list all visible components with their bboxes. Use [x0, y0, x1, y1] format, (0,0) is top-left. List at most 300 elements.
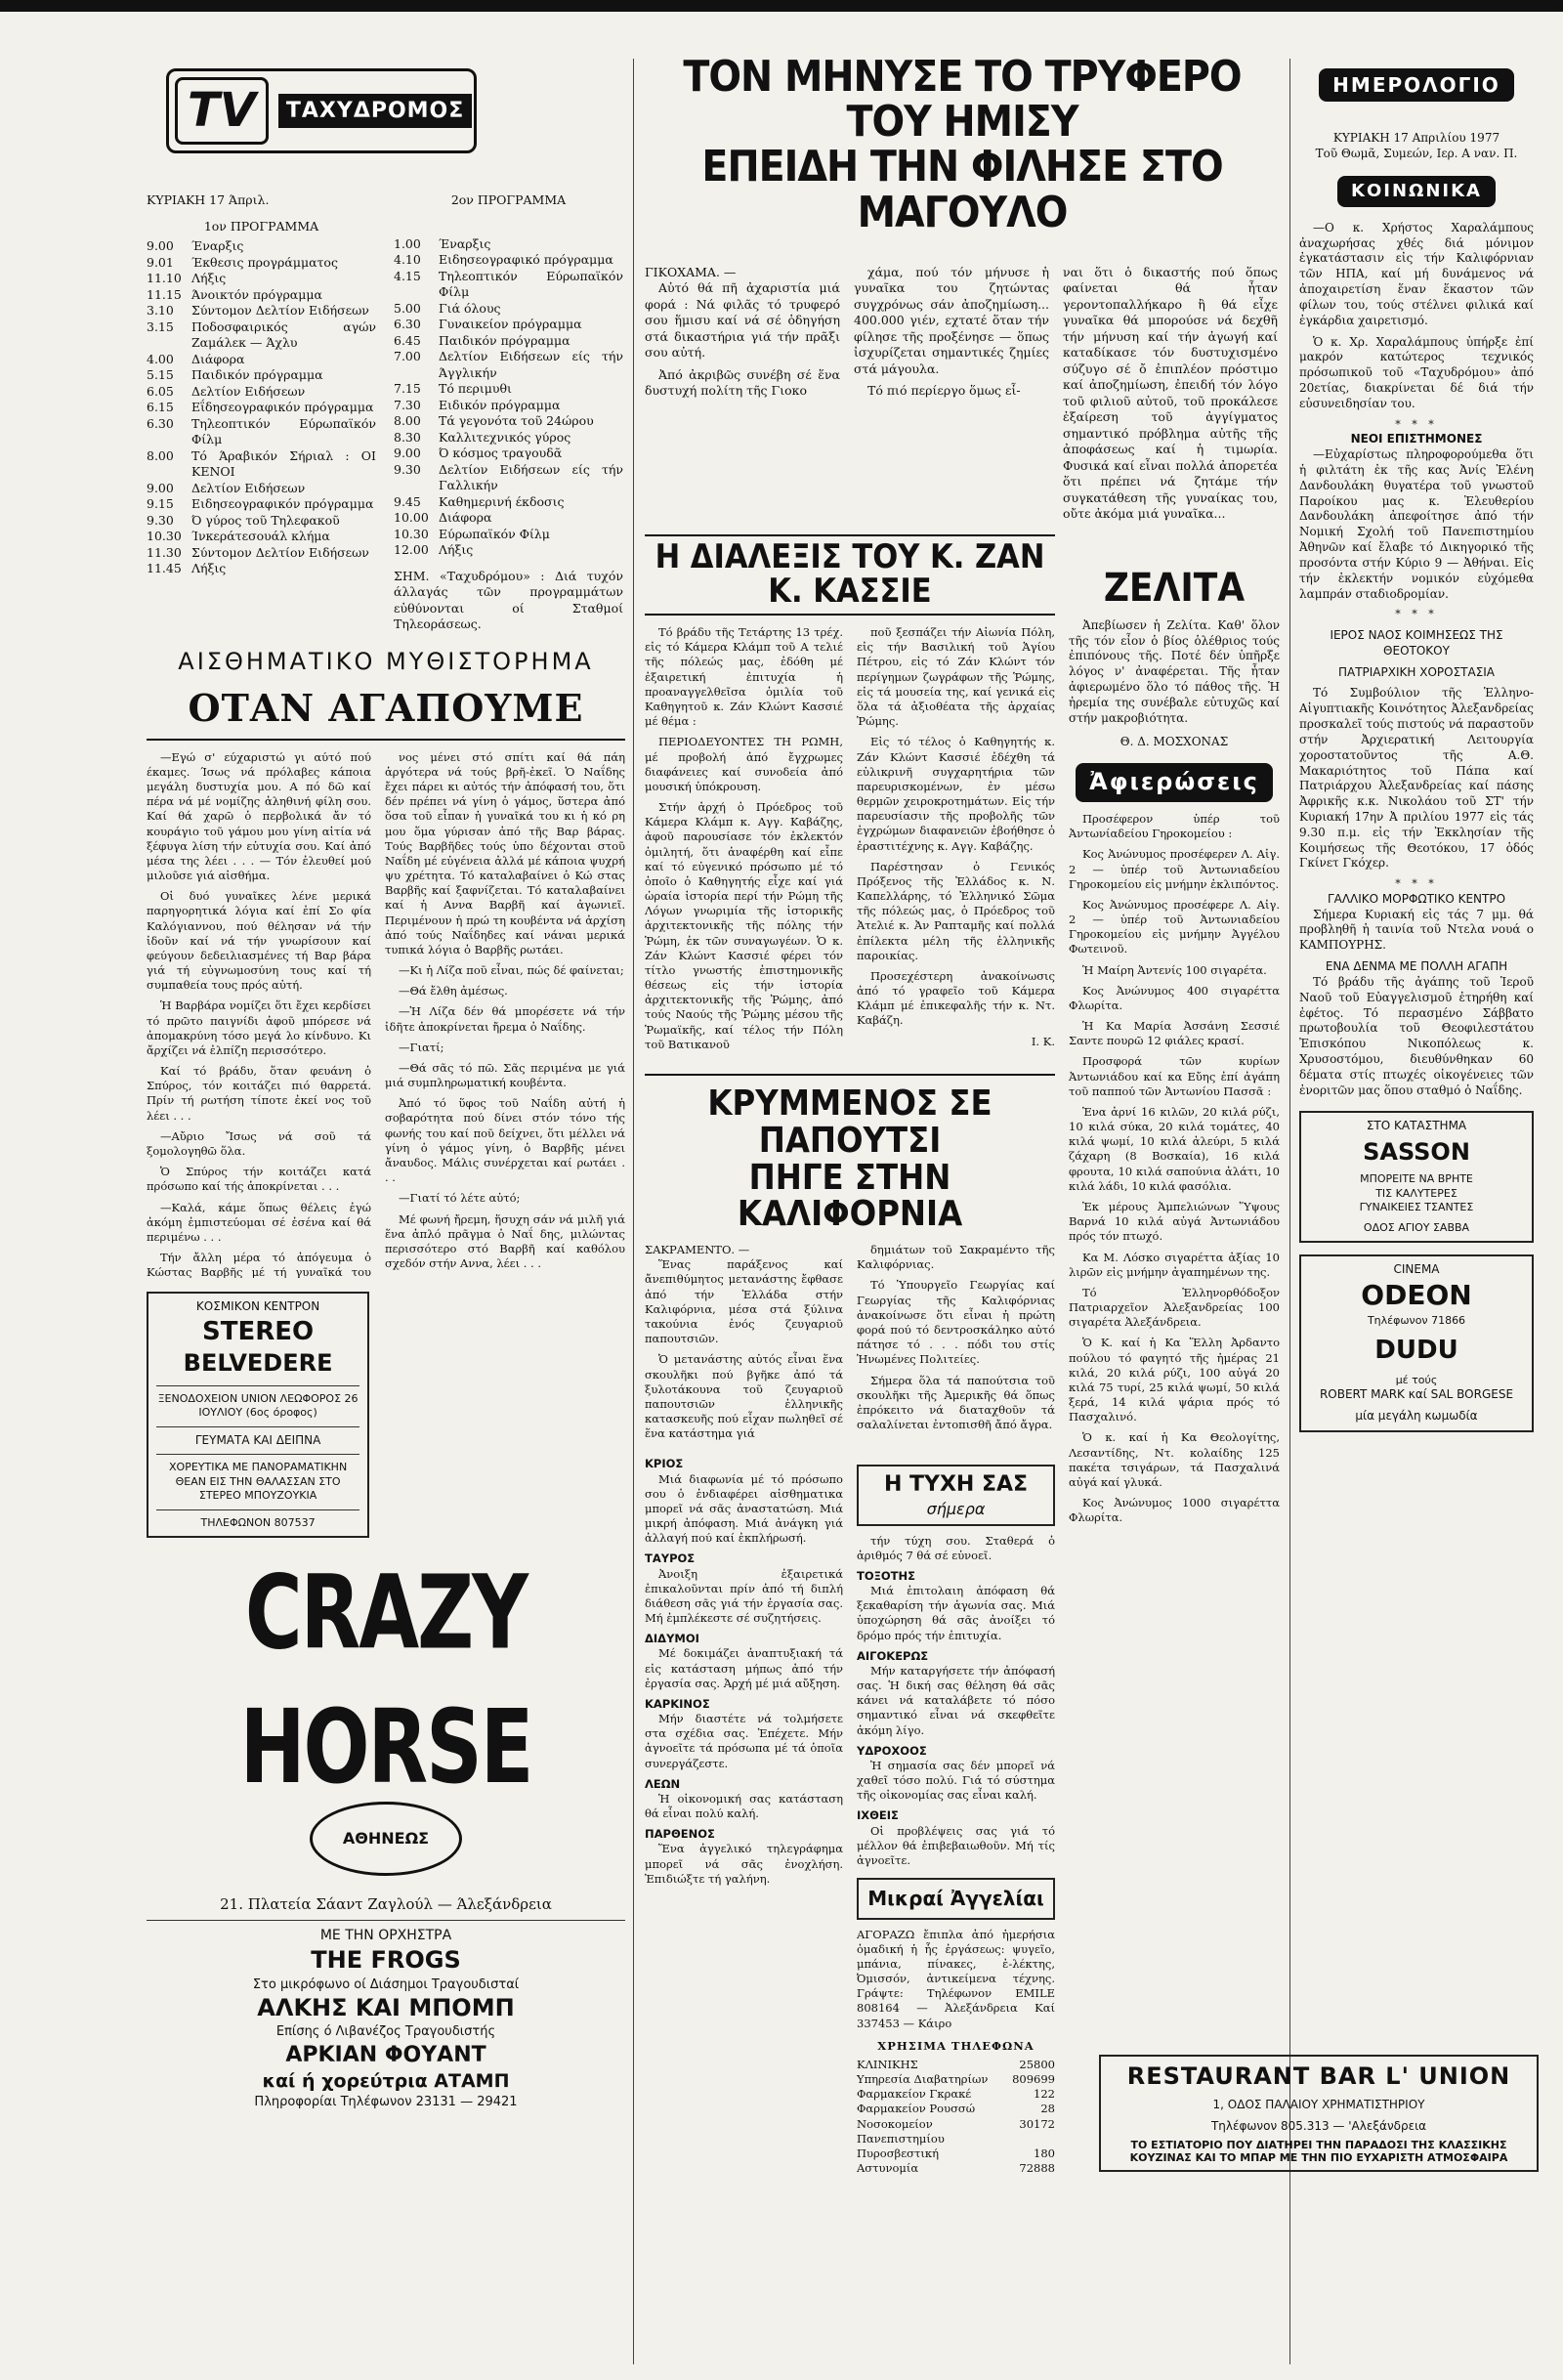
center-main-stack: [645, 529, 1055, 2177]
program-show: Παιδικόν πρόγραμμα: [191, 367, 323, 383]
paragraph: —Ἡ Λίζα δέν θά μπορέσετε νά τήν ἰδῆτε ἀποκρίνεται ἤρεμα ὁ Ναΐδης.: [385, 1004, 625, 1034]
zodiac-sign-text: Μήν διαστέτε νά τολμήσετε στα σχέδια σας. Ἐπέχετε. Μήν ἀγνοεῖτε τά πρόσωπα μέ τά ὁποῖα συνεργάζεστε.: [645, 1712, 843, 1770]
program-time: 8.00: [394, 413, 421, 429]
program-time: 9.30: [394, 461, 421, 477]
zodiac-sign-name: ΚΑΡΚΙΝΟΣ: [645, 1696, 710, 1711]
horoscope-col-2: [857, 1457, 1055, 2176]
kassie-col-2: [857, 625, 1055, 1028]
divider: [156, 1454, 359, 1455]
program-time: 5.15: [147, 367, 174, 383]
crazy-horse-ad: [147, 1553, 625, 2109]
paragraph: —Θά ἔλθη ἀμέσως.: [399, 984, 508, 999]
program-time: 10.30: [394, 526, 429, 541]
program-show: Δελτίον Ειδήσεων είς τήν Άγγλικήν: [439, 349, 623, 380]
divider: [156, 1509, 359, 1510]
program-time: 6.05: [147, 383, 174, 399]
phone-name: Φαρμακείον Ρουσσώ: [857, 2102, 976, 2116]
program-row: [147, 416, 376, 448]
paragraph: Οἱ δυό γυναῖκες λένε μερικά παρηγορητικά λόγια καί ἐπί Σο φία Καλόγιαννου, πού θέλησαν νά τήν ἰδοῦν καί νά τήν γνωρίσουν καί φεύγουν δεδειλιασμένες τή Βαρ βάρα γιά τή εὐγνωμοσύνη τους καί τή συμπαθεία τους πρός αὐτή.: [147, 889, 371, 993]
phone-row: [857, 2117, 1055, 2146]
phone-name: Αστυνομία: [857, 2161, 919, 2176]
paragraph: Ἀπό τό ὕφος τοῦ Ναΐδη αὐτή ἡ σοβαρότητα πού δίνει στόν τόνο τής φωνής του καί ποῦ δείχνει, ὅτι μέλλει νά γίνη ὁ γάμος γίνη, ὁ Βαρβῆς μένει ἄναυδος. Μάλις συνέρχεται καί ρωτάει . . .: [385, 1096, 625, 1185]
program-row: [147, 400, 376, 416]
program-show: Ό κόσμος τραγουδᾶ: [439, 446, 563, 461]
program-show: Γιά όλους: [439, 300, 501, 316]
zodiac-sign-name: ΥΔΡΟΧΟΟΣ: [857, 1743, 927, 1758]
dream-text: Τό βράδυ τῆς ἀγάπης τοῦ Ἱεροῦ Ναοῦ τοῦ Εὐαγγελισμοῦ ἐτηρήθη καί ἐφέτος. Τό περασμένο Σάββατο πρωτοβουλία τοῦ Θεοφιλεστάτου Ἐπισκόπου Νικοπόλεως κ. Χρυσοστόμου, διευθύνθηκαν 60 δέματα στίς πτωχές οἰκογένειες τῶν ἐνοριτῶν μας ὅπου σταθμό ὁ Ναΐδης.: [1299, 974, 1534, 1097]
main-headline-line-1: ΤΟΝ ΜΗΝΥΣΕ ΤΟ ΤΡΥΦΕΡΟ ΤΟΥ ΗΜΙΣΥ: [683, 52, 1242, 148]
slipper-dateline: ΣΑΚΡΑΜΕΝΤΟ. —: [645, 1243, 750, 1257]
slap-story: [645, 265, 1280, 529]
main-headline-line-2: ΕΠΕΙΔΗ ΤΗΝ ΦΙΛΗΣΕ ΣΤΟ ΜΑΓΟΥΛΟ: [701, 142, 1223, 237]
odeon-ad: [1299, 1254, 1534, 1432]
program-show: Ειδησεογραφικό πρόγραμμα: [439, 252, 613, 268]
program-time: 7.30: [394, 397, 421, 412]
program-time: 1.00: [394, 235, 421, 251]
story-col-2: [385, 750, 625, 1278]
classifieds-title: Μικραί Ἀγγελίαι: [867, 1887, 1044, 1911]
dedication-item: Ἐκ μέρους Ἀμπελιώνων Ὕψους Βαρνά 10 κιλά αὐγά Ἀντωνιάδου πρός τόν πτωχό.: [1069, 1200, 1280, 1244]
paragraph: —Αὔριο Ἴσως νά σοῦ τά ξομολογηθῶ ὅλα.: [147, 1128, 371, 1158]
phone-name: ΚΛΙΝΙΚΗΣ: [857, 2057, 918, 2071]
story-col-1: [147, 750, 371, 1278]
phone-row: [857, 2072, 1055, 2087]
program-row: [394, 301, 623, 318]
sasson-line-2: ΤΙΣ ΚΑΛΥΤΕΡΕΣ: [1375, 1186, 1457, 1200]
useful-phones: [857, 2058, 1055, 2176]
program-show: Λήξις: [191, 561, 227, 576]
paragraph: —Κι ἡ Λίζα ποῦ εἶναι, πώς δέ φαίνεται;: [399, 963, 624, 978]
dedication-item: Κος Ἀνώνυμος 400 σιγαρέττα Φλωρίτα.: [1069, 983, 1280, 1012]
program-time: 4.00: [147, 351, 174, 366]
odeon-phone: Τηλέφωνον 71866: [1367, 1313, 1466, 1327]
program-show: Παιδικόν πρόγραμμα: [439, 332, 570, 348]
restaurant-phone: Τηλέφωνον 805.313 — 'Αλεξάνδρεια: [1210, 2119, 1427, 2133]
horoscope-title-box: [857, 1465, 1055, 1525]
program-show: Έναρξις: [191, 238, 244, 254]
paragraph: —Γιατί τό λέτε αὐτό;: [399, 1191, 521, 1206]
program-row: [394, 542, 623, 559]
zodiac-sign-text: Ἡ οἰκονομική σας κατάσταση θά εἶναι πολύ καλή.: [645, 1791, 843, 1821]
program-show: Καλλιτεχνικός γύρος: [439, 429, 571, 445]
sasson-line-3: ΓΥΝΑΙΚΕΙΕΣ ΤΣΑΝΤΕΣ: [1359, 1201, 1474, 1214]
dedication-item: Τό Ἑλληνορθόδοξον Πατριαρχεῖον Ἀλεξανδρείας 100 σιγαρέτα Ἀλεξάνδρεια.: [1069, 1285, 1280, 1330]
kassie-col-1: [645, 625, 843, 1058]
program-row: [147, 545, 376, 562]
zodiac-sign-text: Μέ δοκιμάζει ἀναπτυξιακή τά εἰς κατάσταση μήπως ἀπό τήν ἐργασία σας. Ἀρχή μέ μιά αὔξηση.: [645, 1646, 843, 1690]
program-show: Τό περιμυθι: [439, 381, 512, 397]
zodiac-sign-text: Μήν καταργήσετε τήν ἀπόφασή σας. Ἡ δική σας θέληση θά σᾶς κάνει νά καταλάβετε τό πόσο σημαντικό εἶναι νά σκεφθεῖτε ἀκόμη λίγο.: [857, 1663, 1055, 1737]
dream-title: ΕΝΑ ΔΕΝΜΑ ΜΕ ΠΟΛΛΗ ΑΓΑΠΗ: [1325, 959, 1508, 974]
program-row: [147, 367, 376, 384]
divider-stars: * * *: [1395, 877, 1438, 891]
center-column: [645, 39, 1280, 2176]
program-row: [147, 271, 376, 287]
zodiac-sign-text: Ἡ σημασία σας δέν μπορεῖ νά χαθεῖ τόσο πολύ. Γιά τό σύστημα τῆς οἰκονομίας σας εἶναι καλή.: [857, 1758, 1055, 1803]
nees-title: ΝΕΟΙ ΕΠΙΣΤΗΜΟΝΕΣ: [1350, 432, 1483, 446]
program-time: 9.30: [147, 512, 174, 528]
slipper-headline-2: ΠΗΓΕ ΣΤΗΝ ΚΑΛΙΦΟΡΝΙΑ: [737, 1157, 963, 1235]
paragraph: —Θά σᾶς τό πῶ. Σᾶς περιμένα με γιά μιά συμπληρωματική κουβέντα.: [385, 1060, 625, 1090]
phones-title: ΧΡΗΣΙΜΑ ΤΗΛΕΦΩΝΑ: [877, 2038, 1035, 2053]
restaurant-name: RESTAURANT BAR L' UNION: [1126, 2062, 1511, 2090]
paragraph: Ἕνας παράξενος καί ἄνεπιθύμητος μετανάστης ἔφθασε ἀπό τήν Ἑλλάδα στήν Καλιφόρνια, μέσα στά ξύλινα τακούνια ἑνός ζευγαριοῦ παπουτσιῶν.: [645, 1257, 843, 1346]
crazy-band: THE FROGS: [311, 1945, 461, 1974]
tv-logo-mark: TV: [175, 77, 269, 145]
paragraph: Αὐτό θά πῆ ἀχαριστία μιά φορά : Νά φιλᾶς τό τρυφερό σου ἥμισυ καί νά σέ ὁδηγήση στά δικαστήρια γιά τήν πρᾶξι σου αὐτή.: [645, 280, 840, 361]
paragraph: —Εγώ σ' εύχαριστώ γι αύτό πού έκαμες. Ίσως νά πρόλαβες κάποια μεγάλη δυστυχία μου. Α πό δῶ καί πέρα νά μέ νομίζης ἀληθινή φίλη σου. Καί θά χαρῶ ὁ περβολικά ἄν τό κουράγιο τοῦ γάμου μου γίνη αἰτία νά ξέφυγα λίση τήν εὐτυχία σου. Καί ἀπό μέσα της λέει . . . — Τόν ἐλευθεί μού μιλοῦσε γιά αἰσθήμα.: [147, 749, 371, 883]
paragraph: —Γιατί;: [399, 1040, 444, 1054]
paragraph: δημιάτων τοῦ Σακραμέντο τῆς Καλιφόρνιας.: [857, 1243, 1055, 1272]
program-row: [394, 381, 623, 398]
church-title: ΙΕΡΟΣ ΝΑΟΣ ΚΟΙΜΗΣΕΩΣ ΤΗΣ ΘΕΟΤΟΚΟΥ: [1330, 627, 1503, 658]
column-rule: [633, 59, 634, 2364]
kassie-body: [645, 625, 1055, 1058]
center-right-stack: [1069, 529, 1280, 2177]
stereo-name-1: STEREO: [202, 1316, 315, 1346]
zodiac-sign-text: Μιά διαφωνία μέ τό πρόσωπο σου ὁ ἐνδιαφέρει αἰσθηματικα μπορεῖ νά σᾶς ἀναστατώση. Μιά μικρή ἀπόφαση. Μιά ἀνάγκη γιά ἀλλαγή πού καί ἐκπλήρωσή.: [645, 1471, 843, 1546]
divider: [156, 1385, 359, 1386]
program-show: Ό γύρος τοῦ Τηλεφακοῦ: [191, 512, 340, 528]
crazy-orchestra: ΜΕ ΤΗΝ ΟΡΧΗΣΤΡΑ: [319, 1928, 452, 1944]
program-show: Τό Άραβικόν Σήριαλ : ΟΙ ΚΕΝΟΙ: [191, 447, 376, 480]
paragraph: νος μένει στό σπίτι καί θά πάη ἀργότερα νά τούς βρῆ-ἐκεῖ. Ὁ Ναΐδης ἔχει πάρει κι αὐτός τήν ἀπόφασή του, ὅτι δέν πρέπει νά γίνη ὁ γάμος, ὕστερα ἀπό ὅσα τοῦ εἶπαν ἡ γυναῖκά του κι ἡ κό ρη μου ὅμα γύρισαν ἀπό τῆς Βαρ βάρας. Τούς Βαρβῆδες τούς ὑπο δέχονται στοῦ Ναΐδη μέ εὐγένεια ἀλλά μέ κάποια ψυχρή ψυ χρέτητα. Τό καταλαβαίνει ὁ Κώ στας Βαρβῆς καί ξαφνίζεται. Τό καταλαβαίνει καί ἡ Αννα Βαρβῆ καί ἀγωνιεῖ. Περιμένουν ἡ πρώ τη κουβέντα νά ἀρχίση ἀπό τούς Ναΐδηδες καί νάναι μερικά τυπικά λόγια ὁ Βαρβῆς ρωτάει.: [385, 749, 625, 956]
dedication-item: Ἡ Κα Μαρία Ἀσσάνη Σεσσιέ Σαντε πουρῶ 12 φιάλες κρασί.: [1069, 1019, 1280, 1048]
restaurant-address: 1, ΟΔΟΣ ΠΑΛΑΙΟΥ ΧΡΗΜΑΤΙΣΤΗΡΙΟΥ: [1212, 2098, 1425, 2111]
paragraph: Τό βράδυ τῆς Τετάρτης 13 τρέχ. εἰς τό Κάμερα Κλάμπ τοῦ Α τελιέ τῆς πόλεώς μας, ἐδόθη μέ ἐξαιρετική ἐπιτυχία ἡ προαναγγελθεῖσα ὁμιλία τοῦ Καθηγητοῦ κ. Ζάν Κλώντ Κασσιέ μέ θέμα :: [645, 625, 843, 729]
program-row: [394, 252, 623, 269]
phone-row: [857, 2058, 1055, 2072]
social-news-2: Ὁ κ. Χρ. Χαραλάμπους ὑπήρξε ἐπί μακρόν κατώτερος τεχνικός πρόσωπικοῦ τοῦ «Ταχυδρόμου» ἀπό 20ετίας, διακρίνεται δέ διά τήν εὐσυνειδησίαν του.: [1299, 334, 1534, 410]
zelita-signature: Θ. Δ. ΜΟΣΧΟΝΑΣ: [1119, 734, 1229, 748]
zelita-title: ΖΕΛΙΤΑ: [1103, 565, 1246, 611]
program-time: 10.30: [147, 529, 182, 544]
right-column: [1299, 39, 1534, 1440]
slipper-headline-1: ΚΡΥΜΜΕΝΟΣ ΣΕ ΠΑΠΟΥΤΣΙ: [645, 1074, 1055, 1160]
program-time: 7.00: [394, 349, 421, 364]
dedication-item: Προσέφερον ὑπέρ τοῦ Ἀντωνίαδείου Γηροκομείου :: [1069, 812, 1280, 841]
program-row: [147, 448, 376, 481]
french-text: Σήμερα Κυριακή εἰς τάς 7 μμ. θά προβληθῆ ἡ ταινία τοῦ Ντελα νουά ο ΚΑΜΠΟΥΡΗΣ.: [1299, 907, 1534, 953]
program-show: Ποδοσφαιρικός αγών Ζαμάλεκ — Άχλυ: [191, 319, 376, 351]
story-title: ΟΤΑΝ ΑΓΑΠΟΥΜΕ: [147, 684, 625, 741]
tv-section-title: ΤΑΧΥΔΡΟΜΟΣ: [278, 94, 472, 128]
paragraph: Καί τό βράδυ, ὅταν φευάνη ὁ Σπύρος, τόν κοιτάζει πιό θαρρετά. Πρίν τή ρωτήση τίποτε ἐκεί νος τοῦ λέει . . .: [147, 1064, 371, 1123]
paragraph: Παρέστησαν ὁ Γενικός Πρόξενος τῆς Ἑλλάδος κ. Ν. Καπελλάρης, τό Ἑλληνικό Σῶμα τῆς πόλεώς μας, ὁ Πρόεδρος τοῦ Ἀτελιέ κ. Ἀν Ραπταμῆς καί πολλά ἐπίλεκτα μέλη τῆς ἑλληνικῆς παροικίας.: [857, 859, 1055, 962]
center-lower: [645, 529, 1280, 2177]
program-time: 11.15: [147, 286, 182, 302]
social-news-1: —Ο κ. Χρήστος Χαραλάμπους ἀναχωρήσας χθές διά μόνιμον ἐγκατάστασιν εἰς τήν Καλιφόρνιαν τῶν ΗΠΑ, καί μή δυνάμενος νά ἀποχαιρετίση ἕναν ἕκαστον τῶν φίλων του, τούς στέλνει φιλικά καί ἐγκάρδια χαιρετισμό.: [1299, 220, 1534, 327]
phone-name: Υπηρεσία Διαβατηρίων: [857, 2072, 989, 2087]
crazy-singers: ΑΛΚΗΣ ΚΑΙ ΜΠΟΜΠ: [257, 1993, 515, 2021]
paragraph: Ὁ Σπύρος τήν κοιτάζει κατά πρόσωπο καί τής ἀποκρίνεται . . .: [147, 1165, 371, 1194]
program-show: Σύντομον Δελτίον Ειδήσεων: [191, 544, 369, 560]
program-time: 3.15: [147, 319, 174, 334]
classifieds-box: [857, 1878, 1055, 1919]
paragraph: Τήν ἄλλη μέρα τό ἀπόγευμα ὁ Κώστας Βαρβῆς μέ τή γυναῖκά του: [147, 1251, 371, 1278]
phone-row: [857, 2146, 1055, 2161]
date-left: ΚΥΡΙΑΚΗ 17 Άπριλ.: [147, 192, 270, 208]
paragraph: χάμα, πού τόν μήνυσε ἡ γυναῖκα του ζητώντας συγχρόνως σάν ἀποζημίωση... 400.000 γιέν, εχτατέ ὅταν τήν φίλησε τῆς προξένησε — ὅπως ἰσχυρίζεται σημαντικές ζημίες στά μάγουλα.: [854, 264, 1049, 376]
story-continued: [383, 1284, 625, 1547]
stereo-dance: ΧΟΡΕΥΤΙΚΑ ΜΕ ΠΑΝΟΡΑΜΑΤΙΚΗΝ ΘΕΑΝ ΕΙΣ ΤΗΝ ΘΑΛΑΣΣΑΝ ΣΤΟ ΣΤΕΡΕΟ ΜΠΟΥΖΟΥΚΙΑ: [169, 1461, 348, 1503]
zodiac-sign-text: Οἱ προβλέψεις σας γιά τό μέλλον θά ἐπιβεβαιωθοῦν. Μή τίς ἀγνοεῖτε.: [857, 1823, 1055, 1867]
zodiac-sign-name: ΔΙΔΥΜΟΙ: [645, 1632, 699, 1646]
phone-row: [857, 2087, 1055, 2102]
program-row: [394, 333, 623, 350]
phone-number: 28: [1040, 2102, 1055, 2116]
phone-number: 180: [1034, 2146, 1055, 2160]
program-show: Δελτίον Ειδήσεων είς τήν Γαλλικήν: [439, 461, 623, 493]
dedication-item: Κος Ἀνώνυμος 1000 σιγαρέττα Φλωρίτα.: [1069, 1496, 1280, 1525]
phone-number: 30172: [1019, 2116, 1055, 2131]
slipper-col-1: [645, 1243, 843, 1447]
horoscope-col-2-body: [857, 1534, 1055, 1869]
program-show: Γυναικείον πρόγραμμα: [439, 317, 582, 332]
program-show: Έναρξις: [439, 235, 491, 251]
program-row: [147, 255, 376, 272]
sasson-ad: [1299, 1111, 1534, 1244]
odeon-actors: ROBERT MARK καί SAL BORGESE: [1319, 1387, 1514, 1402]
program-show: Εΐδησεογραφικόν πρόγραμμα: [191, 400, 374, 415]
program-row: [394, 527, 623, 543]
paragraph: Μέ φωνή ἤρεμη, ἥσυχη σάν νά μιλῆ γιά ἕνα ἁπλό πρᾶγμα ὁ Ναΐ δης, μιλώντας περισσότερο στό Βαρβῆ καί καθόλου σχεδόν στήν Αννα, λέει . . .: [385, 1211, 625, 1271]
horoscope-col-1: [645, 1457, 843, 2176]
paragraph: Τό Ὑπουργεῖο Γεωργίας καί Γεωργίας τῆς Καλιφόρνιας ἀνακοίνωσε ὅτι εἶναι ἡ πρώτη φορά πού τό δεντροσκάληκο αὐτό πάτησε τό . . . πόδι του στίς Ἡνωμένες Πολιτείες.: [857, 1278, 1055, 1367]
paragraph: Τό πιό περίεργο ὅμως εἶ-: [867, 383, 1021, 399]
dedication-item: Ἐνα ἀρνί 16 κιλῶν, 20 κιλά ρύζι, 10 κιλά σύκα, 20 κιλά τομάτες, 40 κιλά ψωμί, 10 κιλά ἀλεύρι, 5 κιλά ζάχαρη (8 Βοσκαία), 16 κιλά φρουτα, 10 κιλά σαπούνια ἀλάτι, 10 κιλά λάδι, 10 κιλά φασόλια.: [1069, 1104, 1280, 1193]
program-row: [147, 384, 376, 401]
phone-name: Νοσοκομείον Πανεπιστημίου: [857, 2116, 945, 2146]
program-1-title: 1ον ΠΡΟΓΡΑΜΜΑ: [203, 218, 319, 234]
program-time: 4.15: [394, 268, 421, 283]
program-row: [394, 510, 623, 527]
program-time: 6.30: [147, 415, 174, 431]
program-2-title: 2ον ΠΡΟΓΡΑΜΜΑ: [450, 192, 567, 208]
program-show: Σύντομον Δελτίον Ειδήσεων: [191, 303, 369, 319]
crazy-dancer: καί ή χορεύτρια ΑΤΑΜΠ: [262, 2069, 510, 2092]
divider-stars: * * *: [1395, 608, 1438, 621]
program-show: Ίνκεράτεσουάλ κλήμα: [191, 529, 330, 544]
odeon-cinema: CINEMA: [1393, 1262, 1440, 1277]
program-show: Τηλεοπτικόν Εύρωπαϊκόν Φίλμ: [439, 268, 623, 300]
program-row: [147, 287, 376, 304]
program-row: [147, 561, 376, 577]
restaurant-tagline: ΤΟ ΕΣΤΙΑΤΟΡΙΟ ΠΟΥ ΔΙΑΤΗΡΕΙ ΤΗΝ ΠΑΡΑΔΟΣΙ ΤΗΣ ΚΛΑΣΣΙΚΗΣ ΚΟΥΖΙΝΑΣ ΚΑΙ ΤΟ ΜΠΑΡ ΜΕ ΤΗΝ ΠΙΟ ΕΥΧΑΡΙΣΤΗ ΑΤΜΟΣΦΑΙΡΑ: [1129, 2139, 1508, 2164]
crazy-info: Πληροφορίαι Τηλέφωνον 23131 — 29421: [254, 2094, 518, 2109]
sasson-top: ΣΤΟ ΚΑΤΑΣΤΗΜΑ: [1366, 1118, 1467, 1132]
program-time: 7.15: [394, 381, 421, 397]
dedication-item: Κος Ἀνώνυμος προσέφερεν Λ. Αἰγ. 2 — ὑπέρ τοῦ Ἀντωνιαδείου Γηροκομείου εἰς μνήμην ἐκλιπόντος.: [1069, 847, 1280, 891]
koinonika-badge: ΚΟΙΝΩΝΙΚΑ: [1337, 176, 1496, 207]
dedication-item: Ὁ Κ. καί ἡ Κα Ἕλλη Ἀρδαντο πούλου τό φαγητό τῆς ἡμέρας 21 κιλά, 20 κιλά ρύζι, 100 αὐγά 20 κιλά 75 τυρί, 25 κιλά ψωμί, 50 κιλά ξερά, 14 κιλά ψάρια πρός τό Πασχαλινό.: [1069, 1336, 1280, 1424]
zodiac-sign-name: ΤΑΥΡΟΣ: [645, 1551, 696, 1566]
french-title: ΓΑΛΛΙΚΟ ΜΟΡΦΩΤΙΚΟ ΚΕΝΤΡΟ: [1327, 891, 1506, 906]
program-row: [394, 446, 623, 462]
tv-program-2: [394, 192, 623, 633]
sasson-name: SASSON: [1363, 1138, 1470, 1167]
odeon-tag: μία μεγάλη κωμωδία: [1355, 1409, 1478, 1424]
phone-row: [857, 2102, 1055, 2116]
zodiac-sign-text: Ἕνα ἀγγελικό τηλεγράφημα μπορεῖ νά σᾶς ἐνοχλήση. Ἐπιδιώξτε τή γαλήνη.: [645, 1842, 843, 1886]
slap-col-1-body: [645, 280, 840, 400]
paragraph: Ἀπό ἀκριβῶς συνέβη σέ ἕνα δυστυχή πολίτη τῆς Γιοκο: [645, 366, 840, 399]
program-row: [394, 398, 623, 414]
stereo-row: [147, 1284, 625, 1547]
paragraph: Ἡ Βαρβάρα νομίζει ὅτι ἔχει κερδίσει τό πρῶτο παιγνίδι ἀφοῦ μπόρεσε νά ἀπομακρύνη τόσο μεγά λο κίνδυνο. Κι ἄρχίζει νά ἐλπίζη περισσότερο.: [147, 999, 371, 1057]
crazy-fouad: ΑΡΚΙΑΝ ΦΟΥΑΝΤ: [285, 2042, 486, 2067]
slap-col-2: [854, 265, 1049, 529]
program-time: 9.45: [394, 493, 421, 509]
zodiac-sign-name: ΤΟΞΟΤΗΣ: [857, 1568, 915, 1583]
dedication-item: Ὁ κ. καί ἡ Κα Θεολογίτης, Λεσαντίδης, Ντ. κολαίδης 125 πακέτα τσιγάρων, τά Πασχαλινά αὐγά καί γλυκά.: [1069, 1430, 1280, 1489]
odeon-film: DUDU: [1374, 1336, 1458, 1366]
program-time: 11.10: [147, 271, 182, 286]
crazy-horse-sub: ΑΘΗΝΕΩΣ: [342, 1829, 430, 1849]
nees-text: —Εὐχαρίστως πληροφορούμεθα ὅτι ἡ φιλτάτη ἐκ τῆς κας Ἀνίς Ἐλένη Δανδουλάκη θυγατέρα τοῦ γνωστοῦ Παροίκου μας κ. Ἐλευθερίου Δανδουλάκη ἀπεφοίτησε ἀπό τήν Νομική Σχολή τοῦ Πανεπιστημίου Ἀθηνῶν καί ἔλαβε τό Δικηγορικό τῆς προσόντα στήν Κύριο 9 — Ἀθήναι. Εἰς τήν ἐκλεκτήν νομικόν εὐχόμεθα λαμπράν σταδιοδρομίαν.: [1299, 447, 1534, 601]
story-kicker: ΑΙΣΘΗΜΑΤΙΚΟ ΜΥΘΙΣΤΟΡΗΜΑ: [178, 647, 594, 675]
program-show: Λήξις: [439, 542, 474, 558]
crazy-address: 21. Πλατεία Σάαντ Ζαγλούλ — Άλεξάνδρεια: [220, 1894, 552, 1913]
divider-stars: * * *: [1395, 417, 1438, 431]
program-show: Άνοικτόν πρόγραμμα: [191, 286, 322, 302]
column-rule: [1289, 59, 1290, 2364]
top-bar: [0, 0, 1563, 12]
program-time: 11.30: [147, 544, 182, 560]
stereo-meals: ΓΕΥΜΑΤΑ ΚΑΙ ΔΕΙΠΝΑ: [194, 1432, 321, 1447]
crazy-stage: Στο μικρόφωνο οί Διάσημοι Τραγουδισταί: [252, 1976, 520, 1992]
program-time: 3.10: [147, 303, 174, 319]
kassie-signature: Ι. Κ.: [1031, 1034, 1055, 1048]
zodiac-sign-name: ΛΕΩΝ: [645, 1776, 681, 1791]
sasson-address: ΟΔΟΣ ΑΓΙΟΥ ΣΑΒΒΑ: [1363, 1220, 1470, 1234]
program-row: [147, 352, 376, 368]
program-row: [147, 238, 376, 255]
program-time: 12.00: [394, 542, 429, 558]
paragraph: Εἰς τό τέλος ὁ Καθηγητής κ. Ζάν Κλώντ Κασσιέ ἐδέχθη τά εὐλικρινῆ συγχαρητήρια τῶν παρευρισκομένων, ἐν μέσω θερμῶν χειροκροτημάτων. Εἰς τήν παρευσίασιν τῆς προβολῆς τῶν ἐγχρώμων διαφανειῶν ἐβοήθησε ὁ ἐραστιτέχνης κ. Αγγ. Καβάζης.: [857, 735, 1055, 853]
program-show: Δελτίον Ειδήσεων: [191, 383, 306, 399]
program-show: Διάφορα: [439, 510, 492, 526]
zodiac-sign-text: Ἀνοιξη ἐξαιρετικά ἐπικαλοῦνται πρίν ἀπό τή διπλή διάθεση σᾶς γιά τήν ἐργασία σας. Μή ἐμπλέκεστε σέ συζητήσεις.: [645, 1566, 843, 1626]
program-row: [147, 496, 376, 513]
program-row: [147, 513, 376, 530]
stereo-hotel: ΞΕΝΟΔΟΧΕΙΟΝ UNION ΛΕΩΦΟΡΟΣ 26 ΙΟΥΛΙΟΥ (6ος όροφος): [157, 1391, 359, 1420]
paragraph: Στήν ἀρχή ὁ Πρόεδρος τοῦ Κάμερα Κλάμπ κ. Αγγ. Καβάζης, ἀφοῦ παρουσίασε τόν ἐκλεκτόν ὁμιλητή, ὅτι ἀναφέρθη καί εἶπε καί τό εὐγενικό πρόσωπο μέ τό ὁποῖο ὁ Καθηγητής εἶχε καί γιά ὡραία ἱστορία περί τήν Ρώμη τῆς Λόγων γνωριμία τῆς ἱστορικῆς ἀρχιτεκτονικῆς τῆς πόλης τήν Ῥώμη, ἐκ τῶν συναγωγέων. Ὁ κ. Ζάν Κλώντ Κασσιέ φέρει τόν τίτλο γνωστής ἐπιστημονικῆς θέσεως εἰς τήν ἱστορία ἀρχιτεκτονικῆς τῆς Ῥώμης, ἀπό τούς Ναούς τῆς Ῥώμης μέσου τῆς Ῥωμαϊκῆς, καί τέλος τήν Πόλη τοῦ Βατικανοῦ: [645, 800, 843, 1051]
program-row: [394, 269, 623, 301]
program-show: Τηλεοπτικόν Εύρωπαϊκόν Φίλμ: [191, 415, 376, 447]
slipper-col-1-body: [645, 1257, 843, 1441]
program-row: [394, 317, 623, 333]
crazy-also: Επίσης ό Λιβανέζος Τραγουδιστής: [275, 2024, 496, 2040]
tv-logo: [166, 68, 477, 153]
program-row: [147, 481, 376, 497]
paragraph: Σήμερα ὅλα τά παπούτσια τοῦ σκουλῆκι τῆς Ἀμερικῆς θά ὅπως ἐπρόκειτο νά διαταχθοῦν τά σαλαλίνεται ἐντοπισθῆ ἄπό ἄγρα.: [857, 1373, 1055, 1432]
horoscope-sub: σήμερα: [926, 1500, 986, 1519]
program-time: 5.00: [394, 300, 421, 316]
phone-row: [857, 2161, 1055, 2176]
phone-number: 809699: [1012, 2072, 1055, 2087]
divider: [156, 1426, 359, 1427]
program-time: 8.00: [147, 447, 174, 463]
zodiac-sign-name: ΑΙΓΟΚΕΡΩΣ: [857, 1648, 929, 1663]
program-show: Ειδησεογραφικόν πρόγραμμα: [191, 496, 374, 512]
zodiac-sign-text: Μιά ἐπιτολαιη ἀπόφαση θά ξεκαθαρίση τήν ἀγωνία σας. Μιά ὑποχώρηση θά σᾶς ἀνοίξει τό δρόμο πρός τήν ἐπιτυχία.: [857, 1584, 1055, 1642]
program-show: Έκθεσις προγράμματος: [191, 254, 338, 270]
phone-number: 122: [1034, 2087, 1055, 2102]
slap-dateline: ΓΙΚΟΧΑΜΑ. —: [645, 264, 737, 279]
program-time: 6.15: [147, 400, 174, 415]
zelita-intro: [1063, 265, 1278, 529]
sasson-line-1: ΜΠΟΡΕΙΤΕ ΝΑ ΒΡΗΤΕ: [1360, 1172, 1473, 1186]
divider: [147, 1920, 625, 1921]
program-time: 10.00: [394, 510, 429, 526]
tv-program-1: [147, 192, 376, 633]
crazy-horse-name: CRAZY HORSE: [239, 1553, 532, 1806]
program-row: [394, 236, 623, 253]
program-row: [394, 494, 623, 511]
program-1-list: [147, 238, 376, 577]
program-time: 9.01: [147, 254, 174, 270]
classifieds-text: ΑΓΟΡΑΖΩ ἔπιπλα ἀπό ἡμερήσια ὁμαδική ἡ ἧς ἐργάσεως: ψυγεῖο, μπάνια, πίνακες, ἐ-λέκτης, Ὀμισσόν, ἀντικείμενα τέχνης. Γράψτε: Τηλέφωνον EMILE 808164 — Ἀλεξάνδρεια Καί 337453 — Κάιρο: [857, 1927, 1055, 2030]
program-show: Εύρωπαϊκόν Φίλμ: [439, 526, 550, 541]
afieroseis-list: [1069, 812, 1280, 1525]
program-time: 6.45: [394, 332, 421, 348]
phone-number: 72888: [1019, 2161, 1055, 2176]
patriarchal-title: ΠΑΤΡΙΑΡΧΙΚΗ ΧΟΡΟΣΤΑΣΙΑ: [1337, 664, 1496, 679]
program-row: [394, 430, 623, 446]
program-show: Ειδικόν πρόγραμμα: [439, 397, 561, 412]
afieroseis-title: Ἀφιερώσεις: [1076, 763, 1273, 802]
horoscope-title: Η ΤΥΧΗ ΣΑΣ: [883, 1472, 1029, 1498]
program-show: Τά γεγονότα τοῦ 24ώρου: [439, 413, 594, 429]
odeon-with: μέ τούς: [1395, 1373, 1438, 1386]
left-column: [147, 39, 625, 2110]
program-time: 11.45: [147, 561, 182, 576]
program-time: 9.00: [147, 238, 174, 254]
program-time: 9.00: [394, 446, 421, 461]
restaurant-ad: [1099, 2055, 1539, 2172]
phone-number: 25800: [1019, 2057, 1055, 2071]
tv-programs: [147, 192, 625, 633]
program-row: [394, 413, 623, 430]
program-row: [147, 319, 376, 352]
program-time: 6.30: [394, 317, 421, 332]
paragraph: Προσεχέστερη ἀνακοίνωσις ἀπό τό γραφεῖο τοῦ Κάμερα Κλάμπ μέ ἐπικεφαλῆς τήν κ. Ντ. Καβάζη.: [857, 968, 1055, 1028]
stereo-phone: ΤΗΛΕΦΩΝΟΝ 807537: [200, 1515, 316, 1529]
zodiac-sign-name: ΙΧΘΕΙΣ: [857, 1808, 899, 1823]
program-show: Δελτίον Ειδήσεων: [191, 480, 306, 495]
program-time: 9.15: [147, 496, 174, 512]
paragraph: ΠΕΡΙΟΔΕΥΟΝΤΕΣ ΤΗ ΡΩΜΗ, μέ προβολή ἀπό ἔγχρωμες διαφάνειες καί συνοδεία ἀπό μουσική ὑπόκρουση.: [645, 735, 843, 793]
program-2-list: [394, 236, 623, 559]
program-row: [147, 303, 376, 319]
program-time: 4.10: [394, 252, 421, 268]
dedication-item: Κος Ἀνώνυμος προσέφερε Λ. Αἰγ. 2 — ὑπέρ τοῦ Ἀντωνιαδείου Γηροκομείου εἰς μνήμην Ἀγγέλου Φωτεινοῦ.: [1069, 897, 1280, 956]
kassie-headline: Η ΔΙΑΛΕΞΙΣ ΤΟΥ Κ. ΖΑΝ Κ. ΚΑΣΣΙΕ: [645, 534, 1055, 616]
paragraph: [385, 1277, 625, 1278]
paragraph: —Καλά, κάμε ὅπως θέλεις ἐγώ ἀκόμη ἐμπιστεύομαι σέ ἐσένα καί θά περιμένω . . .: [147, 1200, 371, 1244]
dedication-item: Κα Μ. Λόσκο σιγαρέττα ἀξίας 10 λιρῶν εἰς μνήμην ἀγαπημένων της.: [1069, 1250, 1280, 1279]
zodiac-sign-name: ΚΡΙΟΣ: [645, 1457, 684, 1471]
phone-name: Φαρμακείον Γκρακέ: [857, 2087, 972, 2102]
patriarchal-text: Τό Συμβούλιον τῆς Ἑλληνο-Αἰγυπτιακῆς Κοινότητος Ἀλεξανδρείας προσκαλεῖ τούς πιστούς νά παραστοῦν στήν Ἀρχιερατική Λειτουργία χοροστατοῦντος τῆς Α.Θ. Μακαριότητος τοῦ Πάπα καί Πατριάρχου Ἀλεξανδρείας καί πάσης Ἀφρικῆς κ.κ. Νικολάου τοῦ ΣΤ' τήν Κυριακή 17ην Ἀ πριλίου 1977 εἰς τάς 9.30 π.μ. εἰς τήν Ἐκκλησίαν τῆς Κοιμήσεως τῆς Θεοτόκου, 17 ὁδός Γκίνετ Γκόχερ.: [1299, 686, 1534, 871]
program-show: Καθημερινή έκδοσις: [439, 493, 565, 509]
kassie-col-2-wrap: [857, 625, 1055, 1058]
horoscope-signs: [645, 1457, 843, 1887]
story-body: [147, 750, 625, 1278]
program-row: [394, 462, 623, 494]
stereo-ad: [147, 1292, 369, 1539]
